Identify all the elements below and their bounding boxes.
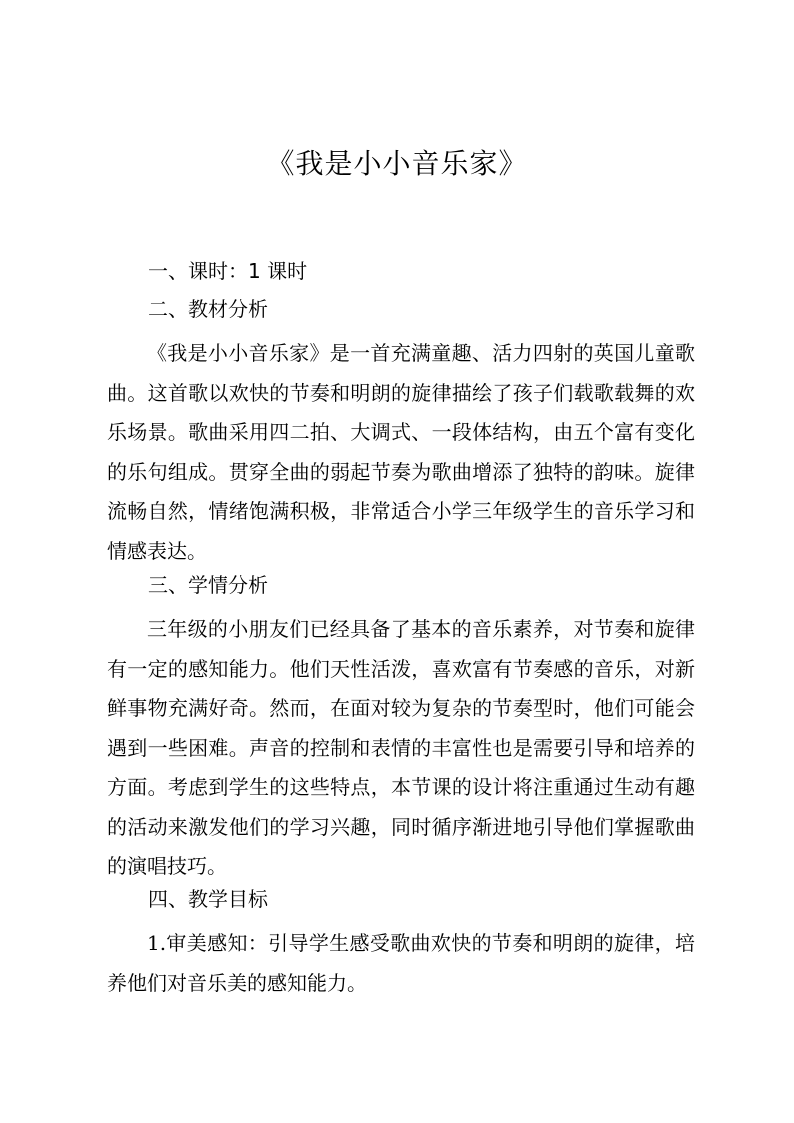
section-heading-class-hours: 一、课时：1 课时 [148, 259, 308, 283]
section-heading-student-analysis: 三、学情分析 [148, 573, 268, 597]
section-heading-teaching-goals: 四、教学目标 [148, 887, 268, 911]
section-heading-material-analysis: 二、教材分析 [148, 297, 268, 321]
paragraph-teaching-goals: 1.审美感知：引导学生感受歌曲欢快的节奏和明朗的旋律，培养他们对音乐美的感知能力。 [107, 931, 695, 995]
document-title: 《我是小小音乐家》 [266, 147, 528, 180]
paragraph-material-analysis: 《我是小小音乐家》是一首充满童趣、活力四射的英国儿童歌曲。这首歌以欢快的节奏和明朗的旋律描绘了孩子们载歌载舞的欢乐场景。歌曲采用四二拍、大调式、一段体结构，由五个富有变化的乐句组成。贯穿全曲的弱起节奏为歌曲增添了独特的韵味。旋律流畅自然，情绪饱满积极，非常适合小学三年级学生的音乐学习和情感表达。 [107, 341, 695, 563]
paragraph-student-analysis: 三年级的小朋友们已经具备了基本的音乐素养，对节奏和旋律有一定的感知能力。他们天性活泼，喜欢富有节奏感的音乐，对新鲜事物充满好奇。然而，在面对较为复杂的节奏型时，他们可能会遇到一些困难。声音的控制和表情的丰富性也是需要引导和培养的方面。考虑到学生的这些特点，本节课的设计将注重通过生动有趣的活动来激发他们的学习兴趣，同时循序渐进地引导他们掌握歌曲的演唱技巧。 [107, 617, 695, 878]
